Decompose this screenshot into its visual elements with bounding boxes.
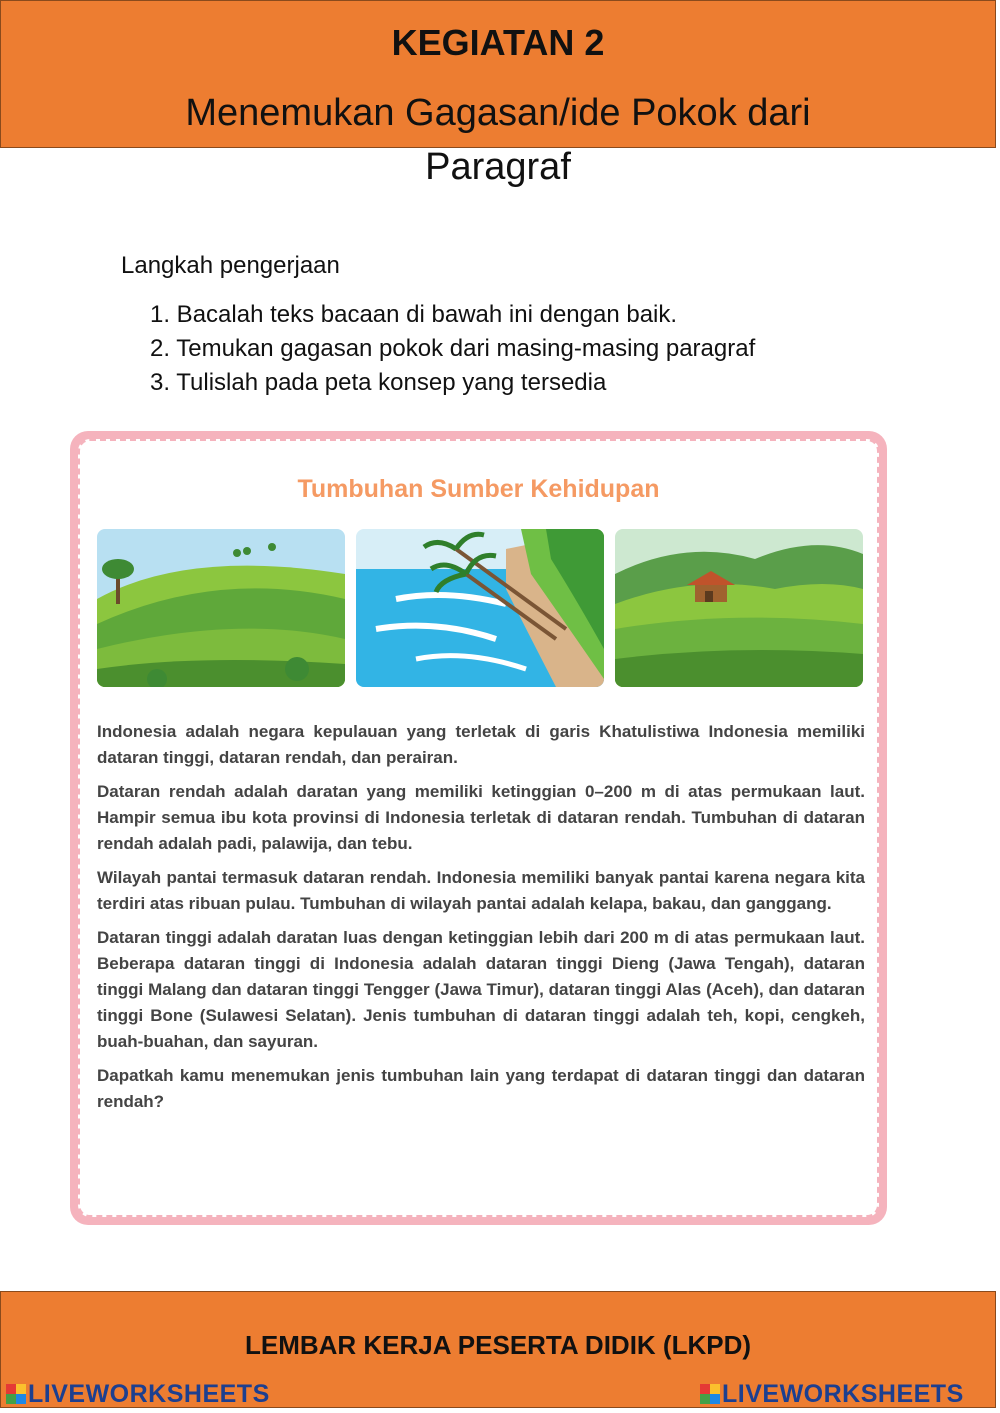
reading-card [70, 431, 887, 1225]
reading-paragraph: Dataran tinggi adalah daratan luas dengan ketinggian lebih dari 200 m di atas permukaan laut. Beberapa dataran tinggi di Indonesia adalah dataran tinggi Dieng (Jawa Tengah), dataran tinggi Malang dan dataran tinggi Tengger (Jawa Timur), dataran tinggi Alas (Aceh), dan dataran tinggi Bone (Sulawesi Selatan). Jenis tumbuhan di dataran tinggi adalah teh, kopi, cengkeh, buah-buahan, dan sayuran. [97, 928, 865, 1051]
activity-subtitle-line2: Paragraf [425, 146, 571, 188]
step-item: 2. Temukan gagasan pokok dari masing-masing paragraf [150, 335, 756, 362]
activity-subtitle-line1: Menemukan Gagasan/ide Pokok dari [185, 92, 811, 134]
steps-list [150, 298, 755, 400]
liveworksheets-logo-icon [6, 1384, 26, 1404]
liveworksheets-brand-left[interactable] [6, 1380, 270, 1408]
reading-paragraph: Wilayah pantai termasuk dataran rendah. Indonesia memiliki banyak pantai karena negara kita terdiri atas ribuan pulau. Tumbuhan di wilayah pantai adalah kelapa, bakau, dan ganggang. [97, 868, 865, 913]
reading-title: Tumbuhan Sumber Kehidupan [297, 475, 660, 503]
reading-card-inner [78, 439, 879, 1217]
reading-paragraph: Indonesia adalah negara kepulauan yang terletak di garis Khatulistiwa Indonesia memiliki dataran tinggi, dataran rendah, dan perairan. [97, 722, 865, 767]
step-item: 1. Bacalah teks bacaan di bawah ini dengan baik. [150, 301, 678, 328]
reading-paragraph: Dapatkah kamu menemukan jenis tumbuhan lain yang terdapat di dataran tinggi dan dataran rendah? [97, 1066, 865, 1111]
steps-heading: Langkah pengerjaan [121, 252, 340, 279]
activity-title: KEGIATAN 2 [391, 22, 605, 63]
brand-text: LIVEWORKSHEETS [722, 1379, 964, 1408]
highland-illustration [615, 529, 863, 687]
hills-illustration [97, 529, 345, 687]
reading-paragraph: Dataran rendah adalah daratan yang memiliki ketinggian 0–200 m di atas permukaan laut. Hampir semua ibu kota provinsi di Indonesia terletak di dataran rendah. Tumbuhan di dataran rendah adalah padi, palawija, dan tebu. [97, 782, 865, 853]
liveworksheets-brand-right[interactable] [700, 1380, 964, 1408]
coast-illustration [356, 529, 604, 687]
step-item: 3. Tulislah pada peta konsep yang tersedia [150, 369, 607, 396]
liveworksheets-logo-icon [700, 1384, 720, 1404]
reading-text [97, 719, 865, 1123]
brand-text: LIVEWORKSHEETS [28, 1379, 270, 1408]
footer-title: LEMBAR KERJA PESERTA DIDIK (LKPD) [244, 1330, 752, 1360]
